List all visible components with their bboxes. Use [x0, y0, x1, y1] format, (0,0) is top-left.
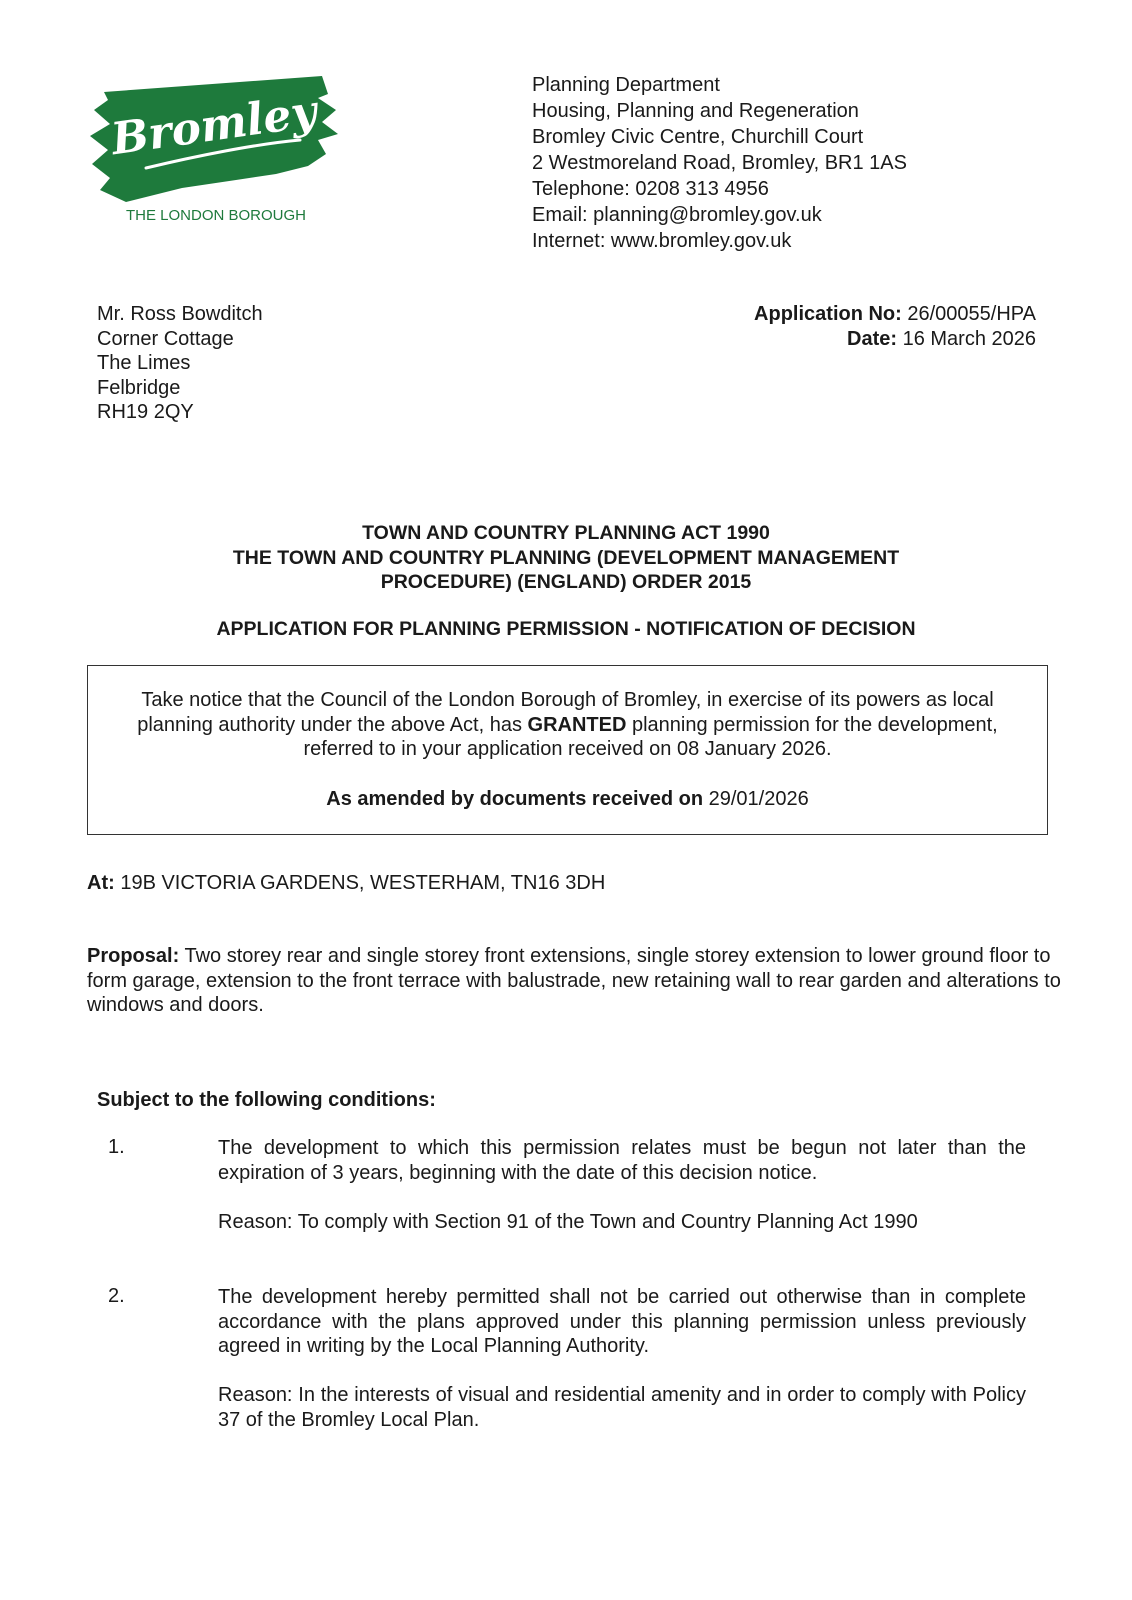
bromley-logo [86, 70, 346, 230]
addressee-name: Mr. Ross Bowditch [97, 303, 263, 325]
decision-notice-box [87, 665, 1048, 835]
condition-number: 1. [108, 1136, 125, 1158]
department-line: Bromley Civic Centre, Churchill Court [532, 126, 864, 148]
bromley-logo-mark [86, 70, 346, 230]
logo-wordmark: Bromley [108, 86, 320, 166]
addressee-line: Corner Cottage [97, 327, 234, 350]
proposal-text: Two storey rear and single storey front extensions, single storey extension to lower ground floor to form garage, extension to the front terrace with balustrade, new retaining wall to rear garden and alterations to windows and doors. [87, 945, 1061, 1016]
department-line: Planning Department [532, 74, 720, 96]
addressee-line: Felbridge [97, 376, 181, 399]
decision-date-value: 16 March 2026 [902, 327, 1036, 350]
heading-line: PROCEDURE) (ENGLAND) ORDER 2015 [380, 571, 752, 593]
department-address [532, 72, 907, 254]
decision-date [754, 327, 1036, 352]
condition-number: 2. [108, 1285, 125, 1307]
logo-tagline: THE LONDON BOROUGH [125, 207, 307, 224]
amendment-label: As amended by documents received on [326, 788, 704, 810]
notice-line-end: planning permission for the development, [631, 713, 998, 736]
site-address [87, 872, 605, 895]
application-number-label: Application No: [754, 303, 902, 325]
site-value: 19B VICTORIA GARDENS, WESTERHAM, TN16 3DH [120, 872, 606, 894]
condition-text: The development to which this permission relates must be begun not later than the expiration of 3 years, beginning with the date of this decision notice. [218, 1137, 1026, 1184]
heading-line: TOWN AND COUNTRY PLANNING ACT 1990 [362, 522, 770, 544]
notice-line: referred to in your application received on 08 January 2026. [303, 738, 832, 760]
addressee-block [97, 302, 263, 425]
notice-line-start: planning authority under the above Act, has [137, 713, 522, 736]
proposal-label: Proposal: [87, 945, 180, 967]
conditions-title: Subject to the following conditions: [97, 1089, 436, 1111]
condition-reason: Reason: To comply with Section 91 of the Town and Country Planning Act 1990 [218, 1211, 918, 1233]
granted-status: GRANTED [527, 713, 627, 736]
department-line: Housing, Planning and Regeneration [532, 100, 859, 122]
notice-line: Take notice that the Council of the London Borough of Bromley, in exercise of its powers as local [141, 689, 994, 711]
application-number [754, 302, 1036, 327]
decision-subheading: APPLICATION FOR PLANNING PERMISSION - NOTIFICATION OF DECISION [216, 618, 916, 640]
department-email: Email: planning@bromley.gov.uk [532, 204, 822, 226]
legislation-heading [0, 521, 1132, 595]
addressee-line: The Limes [97, 352, 191, 374]
amendment-line [88, 788, 1047, 811]
site-label: At: [87, 872, 115, 894]
addressee-postcode: RH19 2QY [97, 401, 194, 423]
department-line: 2 Westmoreland Road, Bromley, BR1 1AS [532, 152, 907, 174]
application-number-value: 26/00055/HPA [907, 303, 1036, 325]
proposal [87, 944, 1077, 1018]
decision-notice-text [88, 688, 1047, 762]
notice-line [88, 713, 1047, 738]
reference-block [754, 302, 1036, 351]
condition-reason: Reason: In the interests of visual and residential amenity and in order to comply with Policy 37 of the Bromley Local Plan. [218, 1384, 1026, 1431]
department-website: Internet: www.bromley.gov.uk [532, 230, 792, 252]
condition-text: The development hereby permitted shall not be carried out otherwise than in complete accordance with the plans approved under this planning permission unless previously agreed in writing by the Local Planning Authority. [218, 1286, 1026, 1357]
decision-date-label: Date: [847, 327, 898, 350]
amendment-date: 29/01/2026 [708, 788, 809, 810]
department-telephone: Telephone: 0208 313 4956 [532, 178, 769, 200]
heading-line: THE TOWN AND COUNTRY PLANNING (DEVELOPMENT MANAGEMENT [232, 546, 900, 569]
